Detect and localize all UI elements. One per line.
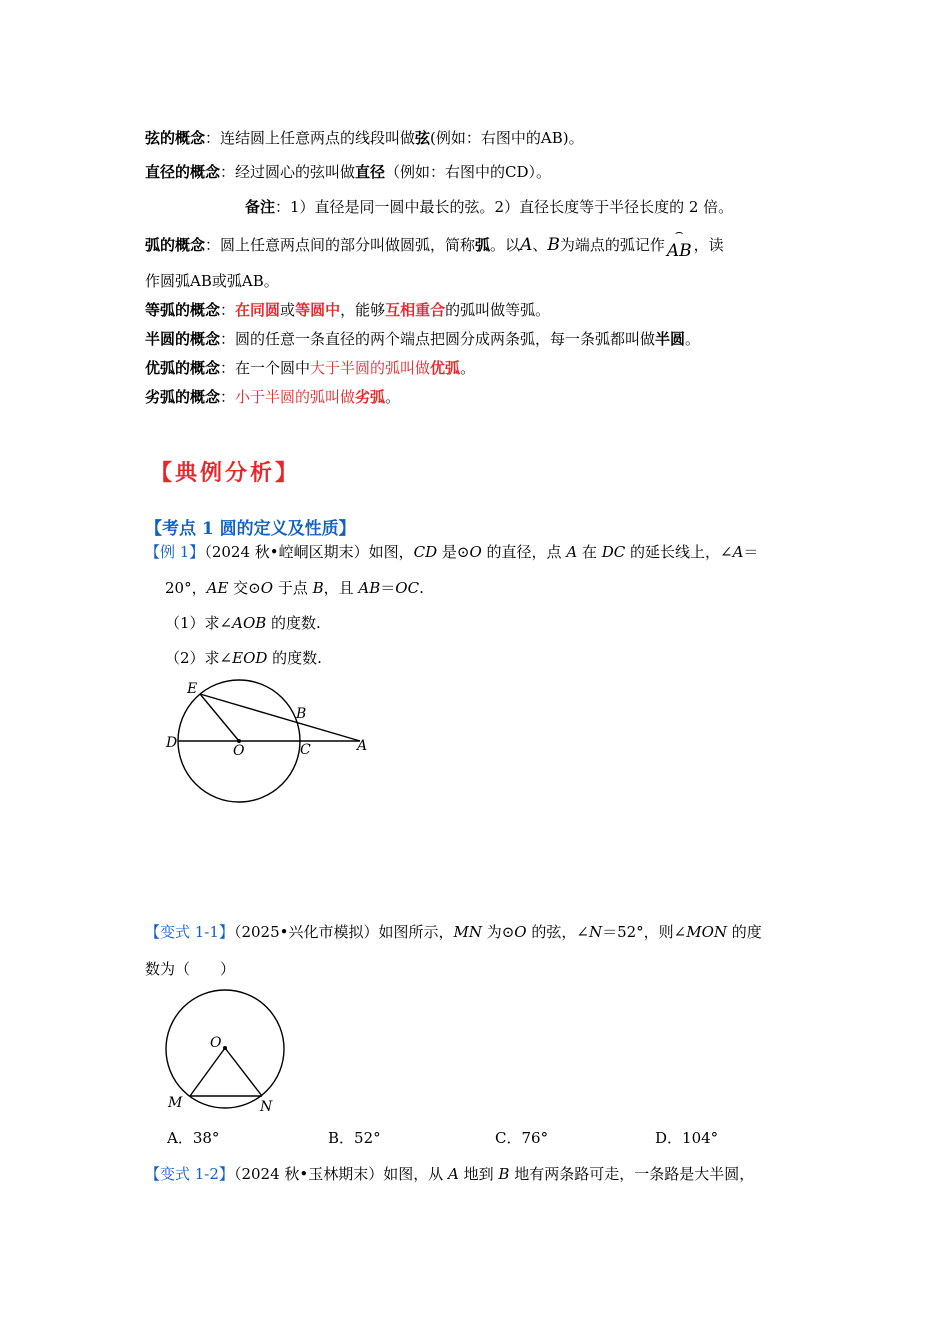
v1-n: N — [588, 923, 603, 941]
section-title: 【考点 1 圆的定义及性质】 — [145, 519, 356, 539]
v1-source: （2025•兴化市模拟）如图所示， — [233, 923, 454, 941]
chord-concept — [145, 128, 584, 148]
semicircle-concept — [145, 329, 700, 349]
v1-t2: 的弦，∠ — [526, 923, 589, 941]
major-arc-concept — [145, 358, 475, 378]
equal-key-2: 等圆中 — [295, 301, 341, 319]
q1-b: AOB — [232, 614, 267, 632]
fig1-label-a: A — [357, 738, 368, 754]
equal-key-1: 在同圆 — [235, 301, 281, 319]
variant2-line1 — [145, 1164, 754, 1184]
v2-t2: 地有两条路可走，一条路是大半圆， — [509, 1165, 755, 1183]
v1-mon: MON — [686, 923, 728, 941]
equal-key-3: 互相重合 — [385, 301, 446, 319]
arc-point-b: B — [547, 235, 560, 255]
equal-comma: ，能够 — [340, 301, 386, 319]
ex1-ae: AE — [206, 579, 229, 597]
figure-example1 — [160, 675, 380, 810]
note — [245, 197, 733, 217]
v1-t1: 为⊙ — [481, 923, 515, 941]
q2-a: （2）求∠ — [165, 649, 233, 667]
minor-end: 。 — [385, 388, 401, 406]
minor-colon: ： — [220, 388, 236, 406]
diameter-text: ：经过圆心的弦叫做 — [220, 163, 356, 181]
variant2-tag: 【变式 1-2】 — [145, 1165, 234, 1183]
v2-b: B — [498, 1165, 510, 1183]
chord-key: 弦 — [415, 129, 431, 147]
fig1-label-e: E — [187, 681, 198, 697]
figure-variant1 — [160, 985, 295, 1115]
ex1-l2c: 于点 — [273, 579, 313, 597]
option-b[interactable]: B．52° — [328, 1129, 381, 1147]
arc-hat-icon: ⌢ — [674, 225, 684, 240]
ex1-l2f: . — [419, 579, 424, 597]
example1-tag: 【例 1】 — [145, 543, 205, 561]
note-text: ：1）直径是同一圆中最长的弦。2）直径长度等于半径长度的 2 倍。 — [275, 198, 734, 216]
typical-examples-heading: 【典例分析】 — [150, 460, 301, 486]
arc-symbol — [666, 225, 692, 261]
ex1-t5: ＝ — [743, 543, 759, 561]
ex1-l2b: 交⊙ — [228, 579, 261, 597]
v2-source: （2024 秋•玉林期末）如图，从 — [233, 1165, 448, 1183]
equal-tail: 的弧叫做等弧。 — [445, 301, 551, 319]
ex1-o: O — [469, 543, 482, 561]
arc-text: ：圆上任意两点间的部分叫做圆弧，简称 — [205, 236, 476, 254]
diameter-key: 直径 — [355, 163, 386, 181]
arc-key: 弧 — [475, 236, 491, 254]
example1-line2 — [165, 578, 424, 598]
equal-arc-label: 等弧的概念 — [145, 301, 221, 319]
fig2-label-n: N — [260, 1099, 273, 1115]
fig2-label-o: O — [210, 1035, 222, 1051]
arc-point-a: A — [520, 235, 533, 255]
semicircle-end: 。 — [685, 330, 701, 348]
q1-c: 的度数. — [266, 614, 321, 632]
ex1-b: B — [312, 579, 324, 597]
major-arc-key: 优弧 — [430, 359, 461, 377]
example1-source: （2024 秋•崆峒区期末）如图， — [204, 543, 414, 561]
chord-text: ：连结圆上任意两点的线段叫做 — [205, 129, 416, 147]
equal-colon: ： — [220, 301, 236, 319]
minor-arc-concept — [145, 387, 400, 407]
chord-label: 弦的概念 — [145, 129, 206, 147]
ex1-a: A — [566, 543, 578, 561]
fig2-label-m: M — [168, 1095, 183, 1111]
ex1-t4: 的延长线上，∠ — [625, 543, 733, 561]
note-label: 备注 — [245, 198, 276, 216]
ex1-o2: O — [260, 579, 274, 597]
fig1-label-o: O — [233, 743, 245, 759]
v2-a: A — [448, 1165, 459, 1183]
ex1-a2: A — [732, 543, 744, 561]
v1-mn: MN — [453, 923, 482, 941]
option-c[interactable]: C．76° — [495, 1129, 549, 1147]
ex1-t3: 在 — [577, 543, 602, 561]
q2-b: EOD — [232, 649, 268, 667]
arc-symbol-letters: AB — [666, 241, 692, 261]
semicircle-key: 半圆 — [655, 330, 686, 348]
ex1-l2a: 20°， — [165, 579, 207, 597]
ex1-cd: CD — [413, 543, 438, 561]
q2-c: 的度数. — [267, 649, 322, 667]
v1-t4: 的度 — [727, 923, 762, 941]
ex1-oc: OC — [395, 579, 420, 597]
v1-o: O — [514, 923, 527, 941]
fig1-label-d: D — [166, 735, 178, 751]
v2-t1: 地到 — [458, 1165, 499, 1183]
option-d[interactable]: D．104° — [655, 1129, 719, 1147]
example1-line1 — [145, 542, 758, 562]
minor-arc-key: 劣弧 — [355, 388, 386, 406]
fig2-center-dot — [223, 1046, 227, 1050]
equal-arc-concept — [145, 300, 550, 320]
diameter-example: （例如：右图中的CD）。 — [385, 163, 552, 181]
ex1-l2d: ，且 — [323, 579, 359, 597]
diameter-label: 直径的概念 — [145, 163, 221, 181]
arc-concept-line2: 作圆弧AB或弧AB。 — [145, 272, 279, 290]
minor-arc-label: 劣弧的概念 — [145, 388, 221, 406]
ex1-ab: AB — [358, 579, 381, 597]
ex1-l2e: ＝ — [380, 579, 396, 597]
fig1-line-eo — [200, 694, 239, 741]
ex1-t1: 是⊙ — [437, 543, 470, 561]
example1-question2 — [165, 648, 322, 668]
ex1-t2: 的直径，点 — [481, 543, 567, 561]
fig2-line-om — [190, 1048, 225, 1096]
semicircle-text: ：圆的任意一条直径的两个端点把圆分成两条弧，每一条弧都叫做 — [220, 330, 656, 348]
arc-concept — [145, 225, 724, 261]
q1-a: （1）求∠ — [165, 614, 233, 632]
minor-red-text: 小于半圆的弧叫做 — [235, 388, 356, 406]
major-red-text: 大于半圆的弧叫做 — [310, 359, 431, 377]
semicircle-label: 半圆的概念 — [145, 330, 221, 348]
example1-question1 — [165, 613, 321, 633]
ex1-dc: DC — [601, 543, 626, 561]
major-colon: ：在一个圆中 — [220, 359, 311, 377]
major-arc-label: 优弧的概念 — [145, 359, 221, 377]
arc-text-3: 为端点的弧记作 — [559, 236, 665, 254]
fig1-label-b: B — [296, 706, 307, 722]
equal-or: 或 — [280, 301, 296, 319]
diameter-concept — [145, 162, 551, 182]
variant1-line1 — [145, 922, 762, 942]
fig2-line-on — [225, 1048, 262, 1096]
arc-label: 弧的概念 — [145, 236, 206, 254]
variant1-line2: 数为（ ） — [145, 960, 236, 978]
major-end: 。 — [460, 359, 476, 377]
v1-t3: ＝52°，则∠ — [602, 923, 687, 941]
arc-separator: 、 — [532, 236, 548, 254]
arc-text-2: 。以 — [490, 236, 521, 254]
option-a[interactable]: A．38° — [167, 1129, 220, 1147]
fig1-line-ea — [200, 694, 360, 741]
chord-example: (例如：右图中的AB)。 — [430, 129, 584, 147]
arc-text-4: ，读 — [693, 236, 724, 254]
fig1-label-c: C — [300, 742, 311, 758]
variant1-tag: 【变式 1-1】 — [145, 923, 234, 941]
